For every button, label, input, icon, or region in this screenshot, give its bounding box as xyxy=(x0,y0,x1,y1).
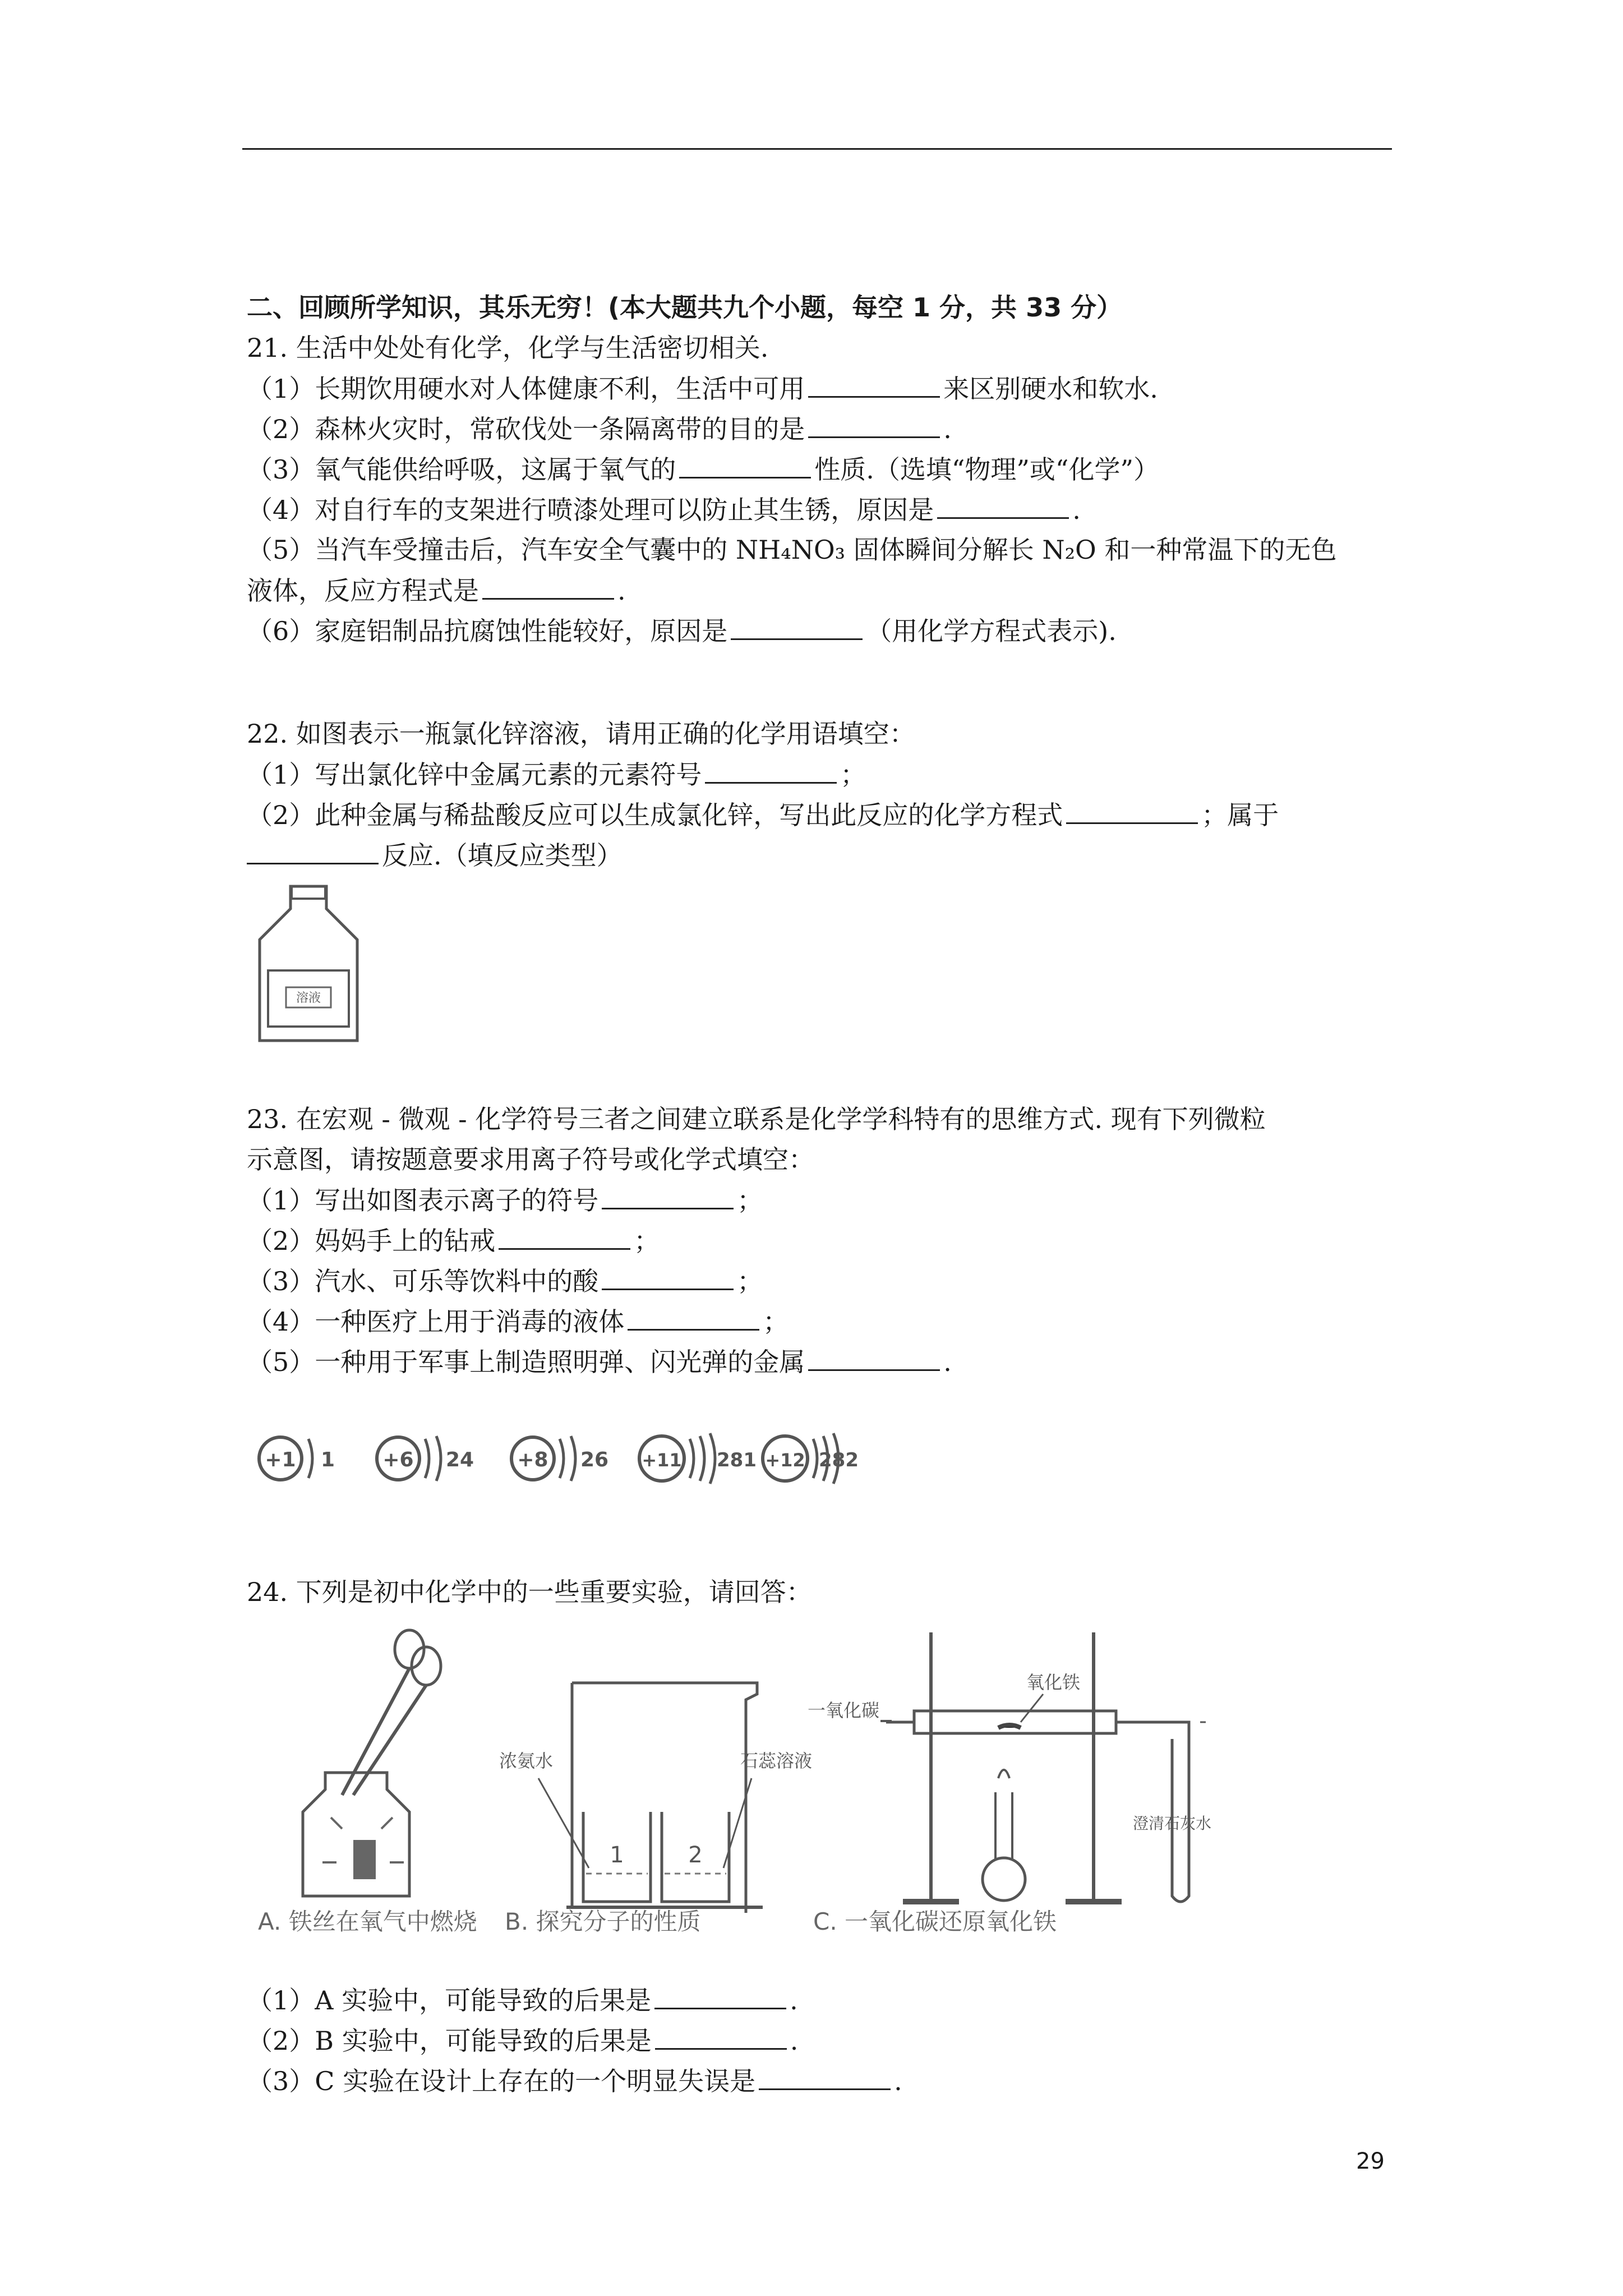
iron-oxide-label: 氧化铁 xyxy=(1026,1672,1081,1693)
q23-item-5 xyxy=(247,1345,952,1379)
atom-diagram-3 xyxy=(511,1436,608,1481)
beaker-2-label: 2 xyxy=(688,1842,703,1868)
q21-item-2-tail: . xyxy=(943,414,952,444)
q22-item-1-text: （1）写出氯化锌中金属元素的元素符号 xyxy=(247,760,702,790)
answer-blank[interactable] xyxy=(679,452,811,478)
q23-item-3-tail: ； xyxy=(737,1266,763,1296)
answer-blank[interactable] xyxy=(655,2023,787,2050)
q21-item-2-text: （2）森林火灾时，常砍伐处一条隔离带的目的是 xyxy=(247,414,805,444)
q24-item-3-text: （3）C 实验在设计上存在的一个明显失误是 xyxy=(247,2066,756,2096)
q24-stem: 24. 下列是初中化学中的一些重要实验，请回答： xyxy=(247,1577,812,1607)
experiment-c-co-reduction xyxy=(808,1632,1211,1935)
answer-blank[interactable] xyxy=(602,1264,734,1290)
q21-stem: 21. 生活中处处有化学，化学与生活密切相关. xyxy=(247,333,769,363)
answer-blank[interactable] xyxy=(654,1983,786,2009)
atom-3-nucleus: +8 xyxy=(517,1448,548,1471)
q22-item-1 xyxy=(247,757,866,792)
q24-item-3-tail: . xyxy=(894,2066,902,2096)
q21-item-6-text: （6）家庭铝制品抗腐蚀性能较好，原因是 xyxy=(247,616,728,646)
q23-item-1-text: （1）写出如图表示离子的符号 xyxy=(247,1185,599,1216)
q23-item-3 xyxy=(247,1264,763,1298)
q22-item-2-cont-tail: 反应.（填反应类型） xyxy=(382,840,623,871)
atom-diagram-2 xyxy=(377,1436,474,1481)
answer-blank[interactable] xyxy=(602,1183,734,1209)
q22-item-1-tail: ； xyxy=(840,760,866,790)
q21-item-3-text: （3）氧气能供给呼吸，这属于氧气的 xyxy=(247,454,676,485)
q21-item-6-tail: （用化学方程式表示). xyxy=(866,616,1117,646)
answer-blank[interactable] xyxy=(705,757,837,784)
q23-item-2 xyxy=(247,1223,660,1258)
litmus-label: 石蕊溶液 xyxy=(740,1750,813,1772)
answer-blank[interactable] xyxy=(808,371,940,398)
q21-item-4-text: （4）对自行车的支架进行喷漆处理可以防止其生锈，原因是 xyxy=(247,495,934,525)
q22-item-2 xyxy=(247,798,1279,832)
atom-structure-diagrams xyxy=(247,1414,864,1503)
atom-diagram-1 xyxy=(259,1437,335,1480)
atom-1-nucleus: +1 xyxy=(265,1448,296,1471)
q22-item-2-text: （2）此种金属与稀盐酸反应可以生成氯化锌，写出此反应的化学方程式 xyxy=(247,800,1063,830)
q23-item-2-tail: ； xyxy=(634,1226,660,1256)
bottle-label: 溶液 xyxy=(296,991,321,1005)
experiment-apparatus-figure xyxy=(247,1627,1256,1941)
q23-item-4-text: （4）一种医疗上用于消毒的液体 xyxy=(247,1306,625,1337)
q24-item-1-text: （1）A 实验中，可能导致的后果是 xyxy=(247,1985,652,2016)
q23-item-4-tail: ； xyxy=(763,1306,789,1337)
q21-item-3-tail: 性质.（选填“物理”或“化学”） xyxy=(814,454,1159,485)
answer-blank[interactable] xyxy=(759,2064,891,2090)
ammonia-label: 浓氨水 xyxy=(499,1750,554,1772)
answer-blank[interactable] xyxy=(499,1223,630,1250)
q23-stem-line2: 示意图，请按题意要求用离子符号或化学式填空： xyxy=(247,1144,814,1175)
q21-item-2 xyxy=(247,412,952,446)
q24-item-2-text: （2）B 实验中，可能导致的后果是 xyxy=(247,2026,652,2056)
experiment-b-molecules xyxy=(499,1683,812,1935)
zinc-chloride-bottle-figure xyxy=(247,881,370,1049)
q21-item-1-tail: 来区别硬水和软水. xyxy=(943,374,1158,404)
q23-item-4 xyxy=(247,1304,789,1338)
answer-blank[interactable] xyxy=(808,412,940,438)
atom-4-shells: 281 xyxy=(717,1449,757,1471)
q23-item-1-tail: ； xyxy=(737,1185,763,1216)
q23-item-1 xyxy=(247,1183,763,1217)
q22-item-2-tail: ；属于 xyxy=(1201,800,1279,830)
caption-b: B. 探究分子的性质 xyxy=(505,1908,701,1935)
q21-item-5-cont-tail: . xyxy=(617,576,626,606)
q23-item-3-text: （3）汽水、可乐等饮料中的酸 xyxy=(247,1266,599,1296)
q23-item-5-text: （5）一种用于军事上制造照明弹、闪光弹的金属 xyxy=(247,1347,805,1377)
q24-item-3 xyxy=(247,2064,902,2098)
q22-item-2-cont xyxy=(247,838,623,872)
q21-item-4-tail: . xyxy=(1072,495,1081,525)
q21-item-5-cont xyxy=(247,573,626,608)
q21-item-1 xyxy=(247,371,1158,406)
answer-blank[interactable] xyxy=(1066,798,1198,824)
answer-blank[interactable] xyxy=(937,493,1069,519)
header-rule xyxy=(242,148,1392,150)
co-gas-label: 一氧化碳 xyxy=(808,1700,880,1721)
beaker-1-label: 1 xyxy=(610,1842,624,1868)
q21-item-6 xyxy=(247,614,1117,648)
q24-item-1-tail: . xyxy=(790,1985,798,2016)
q23-item-2-text: （2）妈妈手上的钻戒 xyxy=(247,1226,496,1256)
q21-item-3 xyxy=(247,452,1159,486)
atom-2-shells: 24 xyxy=(446,1448,474,1471)
answer-blank[interactable] xyxy=(628,1304,759,1331)
limewater-label: 澄清石灰水 xyxy=(1133,1814,1212,1833)
answer-blank[interactable] xyxy=(482,573,614,600)
atom-4-nucleus: +11 xyxy=(642,1450,682,1471)
atom-3-shells: 26 xyxy=(580,1448,609,1471)
q21-item-1-text: （1）长期饮用硬水对人体健康不利，生活中可用 xyxy=(247,374,805,404)
q21-item-5-cont-text: 液体，反应方程式是 xyxy=(247,576,479,606)
atom-diagram-4 xyxy=(639,1433,757,1484)
atom-2-nucleus: +6 xyxy=(382,1448,414,1471)
answer-blank[interactable] xyxy=(247,838,379,864)
caption-a: A. 铁丝在氧气中燃烧 xyxy=(258,1908,477,1935)
answer-blank[interactable] xyxy=(808,1345,940,1371)
page-number: 29 xyxy=(1356,2148,1385,2174)
q21-item-4 xyxy=(247,493,1081,527)
atom-diagram-5 xyxy=(763,1433,859,1484)
caption-c: C. 一氧化碳还原氧化铁 xyxy=(813,1908,1057,1935)
q24-item-2 xyxy=(247,2023,798,2058)
atom-5-nucleus: +12 xyxy=(765,1450,805,1471)
atom-1-shells: 1 xyxy=(321,1448,335,1471)
section-heading: 二、回顾所学知识，其乐无穷！(本大题共九个小题，每空 1 分，共 33 分） xyxy=(247,292,1123,323)
q24-item-1 xyxy=(247,1983,798,2017)
q21-item-5: （5）当汽车受撞击后，汽车安全气囊中的 NH₄NO₃ 固体瞬间分解长 N₂O 和一种常温下的无色 xyxy=(247,535,1337,565)
q23-stem-line1: 23. 在宏观 - 微观 - 化学符号三者之间建立联系是化学学科特有的思维方式. 现有下列微粒 xyxy=(247,1104,1266,1134)
experiment-a-iron-wire xyxy=(258,1630,477,1935)
q23-item-5-tail: . xyxy=(943,1347,952,1377)
q24-item-2-tail: . xyxy=(790,2026,799,2056)
q22-stem: 22. 如图表示一瓶氯化锌溶液，请用正确的化学用语填空： xyxy=(247,719,915,749)
atom-5-shells: 282 xyxy=(819,1449,859,1471)
answer-blank[interactable] xyxy=(731,614,863,640)
